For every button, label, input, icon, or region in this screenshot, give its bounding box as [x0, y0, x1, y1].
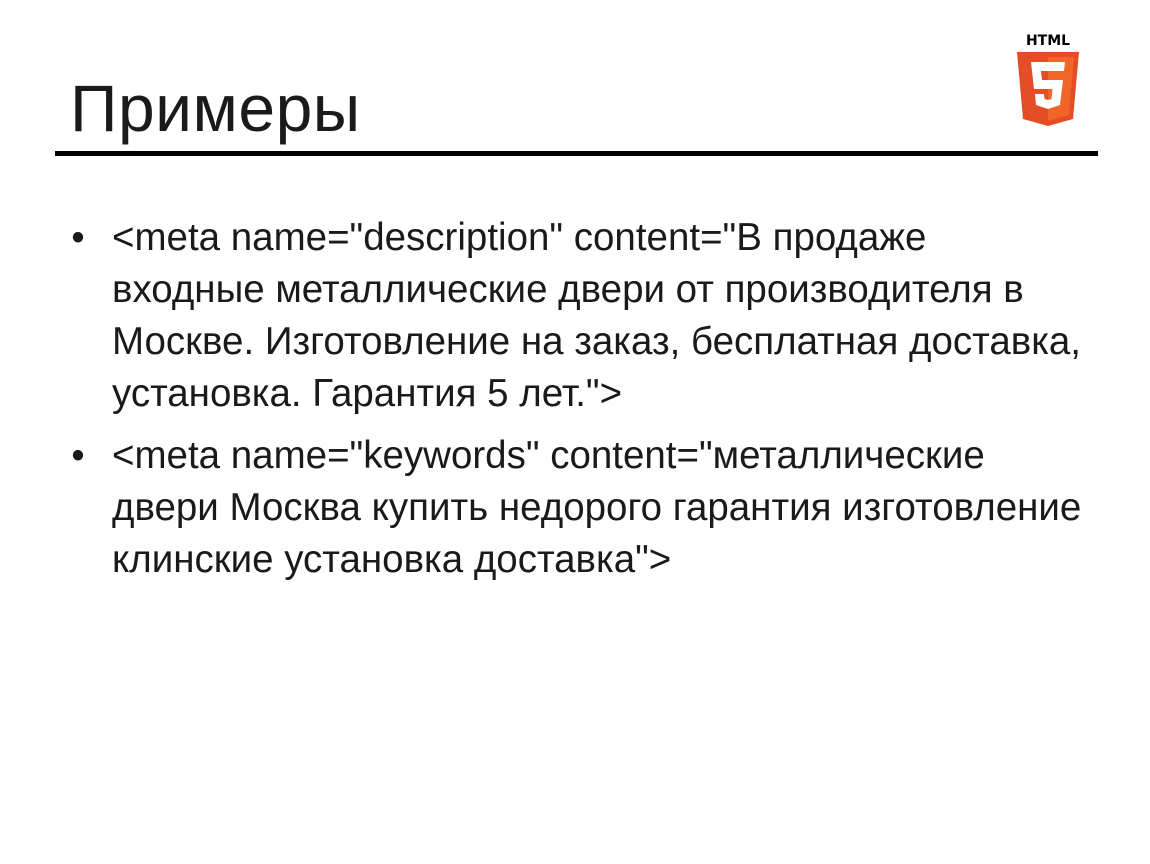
- title-divider: [55, 151, 1098, 156]
- bullet-marker: •: [71, 434, 85, 477]
- bullet-text-description: <meta name="description" content="В продаже входные металлические двери от производителя в Москве. Изготовление на заказ, бесплатная доставка, установка. Гарантия 5 лет.">: [112, 216, 1082, 415]
- slide-title: Примеры: [70, 71, 361, 145]
- bullet-list: [68, 212, 1088, 596]
- bullet-text-keywords: <meta name="keywords" content="металлические двери Москва купить недорого гарантия изготовление клинские установка доставка">: [112, 434, 1082, 581]
- list-item: [68, 212, 1088, 420]
- list-item: [68, 430, 1088, 586]
- html5-logo-icon: [1013, 30, 1083, 128]
- bullet-marker: •: [71, 216, 85, 259]
- html5-logo-text: HTML: [1025, 33, 1071, 49]
